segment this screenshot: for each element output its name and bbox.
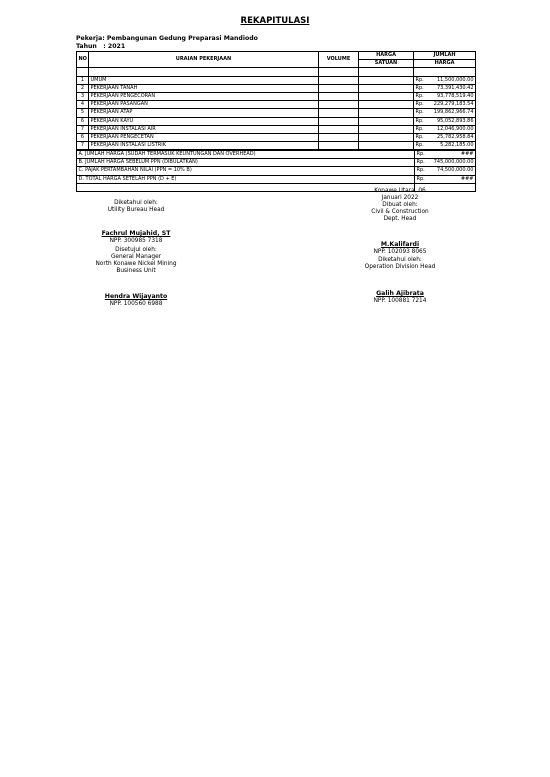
row-volume <box>319 125 359 133</box>
row-value: 95,052,893.86 <box>428 117 476 125</box>
row-volume <box>319 142 359 150</box>
pekerja-label: Pekerja <box>76 35 103 42</box>
right1-npp: NPP. 102093 8065 <box>373 249 427 255</box>
left2-title1: General Manager <box>110 254 162 260</box>
header-row-1 <box>77 52 476 60</box>
row-value: 25,782,958.84 <box>428 133 476 141</box>
right2-title: Operation Division Head <box>364 264 436 270</box>
row-volume <box>319 76 359 84</box>
left1-block <box>76 200 196 214</box>
summary-cur: Rp. <box>415 167 428 175</box>
summary-cur: Rp. <box>415 159 428 167</box>
summary-table <box>76 150 476 192</box>
row-no: 6 <box>77 117 89 125</box>
table-row <box>77 101 476 109</box>
row-satuan-value <box>373 84 414 92</box>
header-no: NO <box>77 52 89 68</box>
tahun-label: Tahun <box>76 43 97 50</box>
project-line <box>76 35 258 42</box>
left1-name: Fachrul Mujahid, ST <box>101 230 171 237</box>
row-cur: Rp. <box>414 142 428 150</box>
summary-row <box>77 159 476 167</box>
year-line <box>76 43 125 50</box>
recap-table <box>76 51 476 150</box>
row-satuan-cur <box>359 101 373 109</box>
row-satuan-value <box>373 76 414 84</box>
row-satuan-cur <box>359 92 373 100</box>
left2-npp: NPP. 100560 6988 <box>109 301 163 307</box>
left1-role: Diketahui oleh: <box>114 200 158 206</box>
page-title: REKAPITULASI <box>240 16 310 26</box>
left1-sign <box>76 230 196 245</box>
row-value: 199,862,966.74 <box>428 109 476 117</box>
pekerja-value: : Pembangunan Gedung Preparasi Mandiodo <box>102 35 258 42</box>
header-satuan: SATUAN <box>359 60 414 68</box>
spacer-row <box>77 68 476 76</box>
row-value: 12,046,900.00 <box>428 125 476 133</box>
right2-block <box>330 257 470 271</box>
table-row <box>77 125 476 133</box>
tahun-value: : 2021 <box>103 43 126 50</box>
left2-title3: Business Unit <box>116 268 156 274</box>
row-satuan-cur <box>359 109 373 117</box>
header-jumlah-harga: HARGA <box>414 60 476 68</box>
summary-label: C. PAJAK PERTAMBAHAN NILAI (PPN = 10% B) <box>77 167 415 175</box>
left2-title2: North Konawe Nickel Mining <box>95 261 177 267</box>
row-volume <box>319 84 359 92</box>
row-satuan-value <box>373 142 414 150</box>
row-uraian: UMUM <box>89 76 319 84</box>
row-volume <box>319 109 359 117</box>
row-volume <box>319 117 359 125</box>
row-no: 2 <box>77 84 89 92</box>
row-satuan-cur <box>359 125 373 133</box>
row-satuan-cur <box>359 142 373 150</box>
row-satuan-cur <box>359 76 373 84</box>
row-satuan-value <box>373 117 414 125</box>
row-volume <box>319 92 359 100</box>
row-no: 7 <box>77 142 89 150</box>
row-cur: Rp. <box>414 133 428 141</box>
row-cur: Rp. <box>414 109 428 117</box>
row-no: 7 <box>77 125 89 133</box>
row-uraian: PEKERJAAN KAYU <box>89 117 319 125</box>
summary-cur: Rp. <box>415 151 428 159</box>
row-satuan-cur <box>359 84 373 92</box>
summary-row <box>77 175 476 183</box>
row-value: 93,778,519.40 <box>428 92 476 100</box>
left2-sign <box>76 293 196 308</box>
right1-sign <box>330 241 470 256</box>
table-row <box>77 84 476 92</box>
table-row <box>77 92 476 100</box>
row-no: 1 <box>77 76 89 84</box>
table-body <box>77 76 476 150</box>
right1-role: Dibuat oleh: <box>382 202 418 208</box>
row-value: 73,391,430.42 <box>428 84 476 92</box>
row-uraian: PEKERJAAN TANAH <box>89 84 319 92</box>
header-volume: VOLUME <box>319 52 359 68</box>
summary-label: A. JUMLAH HARGA (SUDAH TERMASUK KEUNTUNGAN DAN OVERHEAD) <box>77 151 415 159</box>
summary-row <box>77 167 476 175</box>
row-cur: Rp. <box>414 84 428 92</box>
row-value: 5,282,185.00 <box>428 142 476 150</box>
table-row <box>77 76 476 84</box>
row-value: 229,279,183.54 <box>428 101 476 109</box>
row-no: 5 <box>77 109 89 117</box>
row-satuan-value <box>373 125 414 133</box>
summary-label: B. JUMLAH HARGA SEBELUM PPN (DIBULATKAN) <box>77 159 415 167</box>
summary-value: 745,000,000.00 <box>428 159 476 167</box>
table-row <box>77 117 476 125</box>
left2-block <box>76 247 196 275</box>
summary-row <box>77 151 476 159</box>
row-volume <box>319 101 359 109</box>
row-uraian: PEKERJAAN PASANGAN <box>89 101 319 109</box>
summary-value: ### <box>428 175 476 183</box>
place-date <box>330 188 470 223</box>
row-uraian: PEKERJAAN INSTALASI LISTRIK <box>89 142 319 150</box>
row-uraian: PEKERJAAN PENGECETAN <box>89 133 319 141</box>
left2-name: Hendra Wijayanto <box>104 293 168 300</box>
summary-body <box>77 151 476 184</box>
place-date-line2: Januari 2022 <box>381 195 419 201</box>
row-satuan-value <box>373 133 414 141</box>
right2-sign <box>330 290 470 305</box>
right1-title2: Dept. Head <box>383 216 417 222</box>
row-uraian: PEKERJAAN INSTALASI AIR <box>89 125 319 133</box>
row-volume <box>319 133 359 141</box>
row-satuan-value <box>373 109 414 117</box>
table-row <box>77 142 476 150</box>
row-no: 4 <box>77 101 89 109</box>
row-no: 6 <box>77 133 89 141</box>
summary-value: 74,500,000.00 <box>428 167 476 175</box>
right2-name: Galih Ajibrata <box>376 290 424 297</box>
right2-role: Diketahui oleh: <box>378 257 422 263</box>
row-cur: Rp. <box>414 101 428 109</box>
row-uraian: PEKERJAAN ATAP <box>89 109 319 117</box>
row-satuan-cur <box>359 117 373 125</box>
table-row <box>77 109 476 117</box>
header-jumlah: JUMLAH <box>414 52 476 60</box>
row-value: 11,500,000.00 <box>428 76 476 84</box>
row-satuan-value <box>373 92 414 100</box>
row-satuan-value <box>373 101 414 109</box>
table-row <box>77 133 476 141</box>
row-no: 3 <box>77 92 89 100</box>
summary-value: ### <box>428 151 476 159</box>
row-uraian: PEKERJAAN PENGECORAN <box>89 92 319 100</box>
place-date-line1: Konawe Utara, 06 <box>374 188 426 194</box>
right1-title1: Civil & Construction <box>371 209 429 215</box>
row-cur: Rp. <box>414 125 428 133</box>
left1-title: Utility Bureau Head <box>107 207 165 213</box>
right1-name: M.Kalifardi <box>380 241 420 248</box>
summary-label: D. TOTAL HARGA SETELAH PPN (D + E) <box>77 175 415 183</box>
row-cur: Rp. <box>414 117 428 125</box>
left1-npp: NPP. 300985 7318 <box>109 238 163 244</box>
row-cur: Rp. <box>414 76 428 84</box>
header-harga: HARGA <box>359 52 414 60</box>
right2-npp: NPP. 100881 7214 <box>373 298 427 304</box>
row-satuan-cur <box>359 133 373 141</box>
summary-cur: Rp. <box>415 175 428 183</box>
header-uraian: URAIAN PEKERJAAN <box>89 52 319 68</box>
row-cur: Rp. <box>414 92 428 100</box>
left2-role: Disetujui oleh: <box>115 247 157 253</box>
